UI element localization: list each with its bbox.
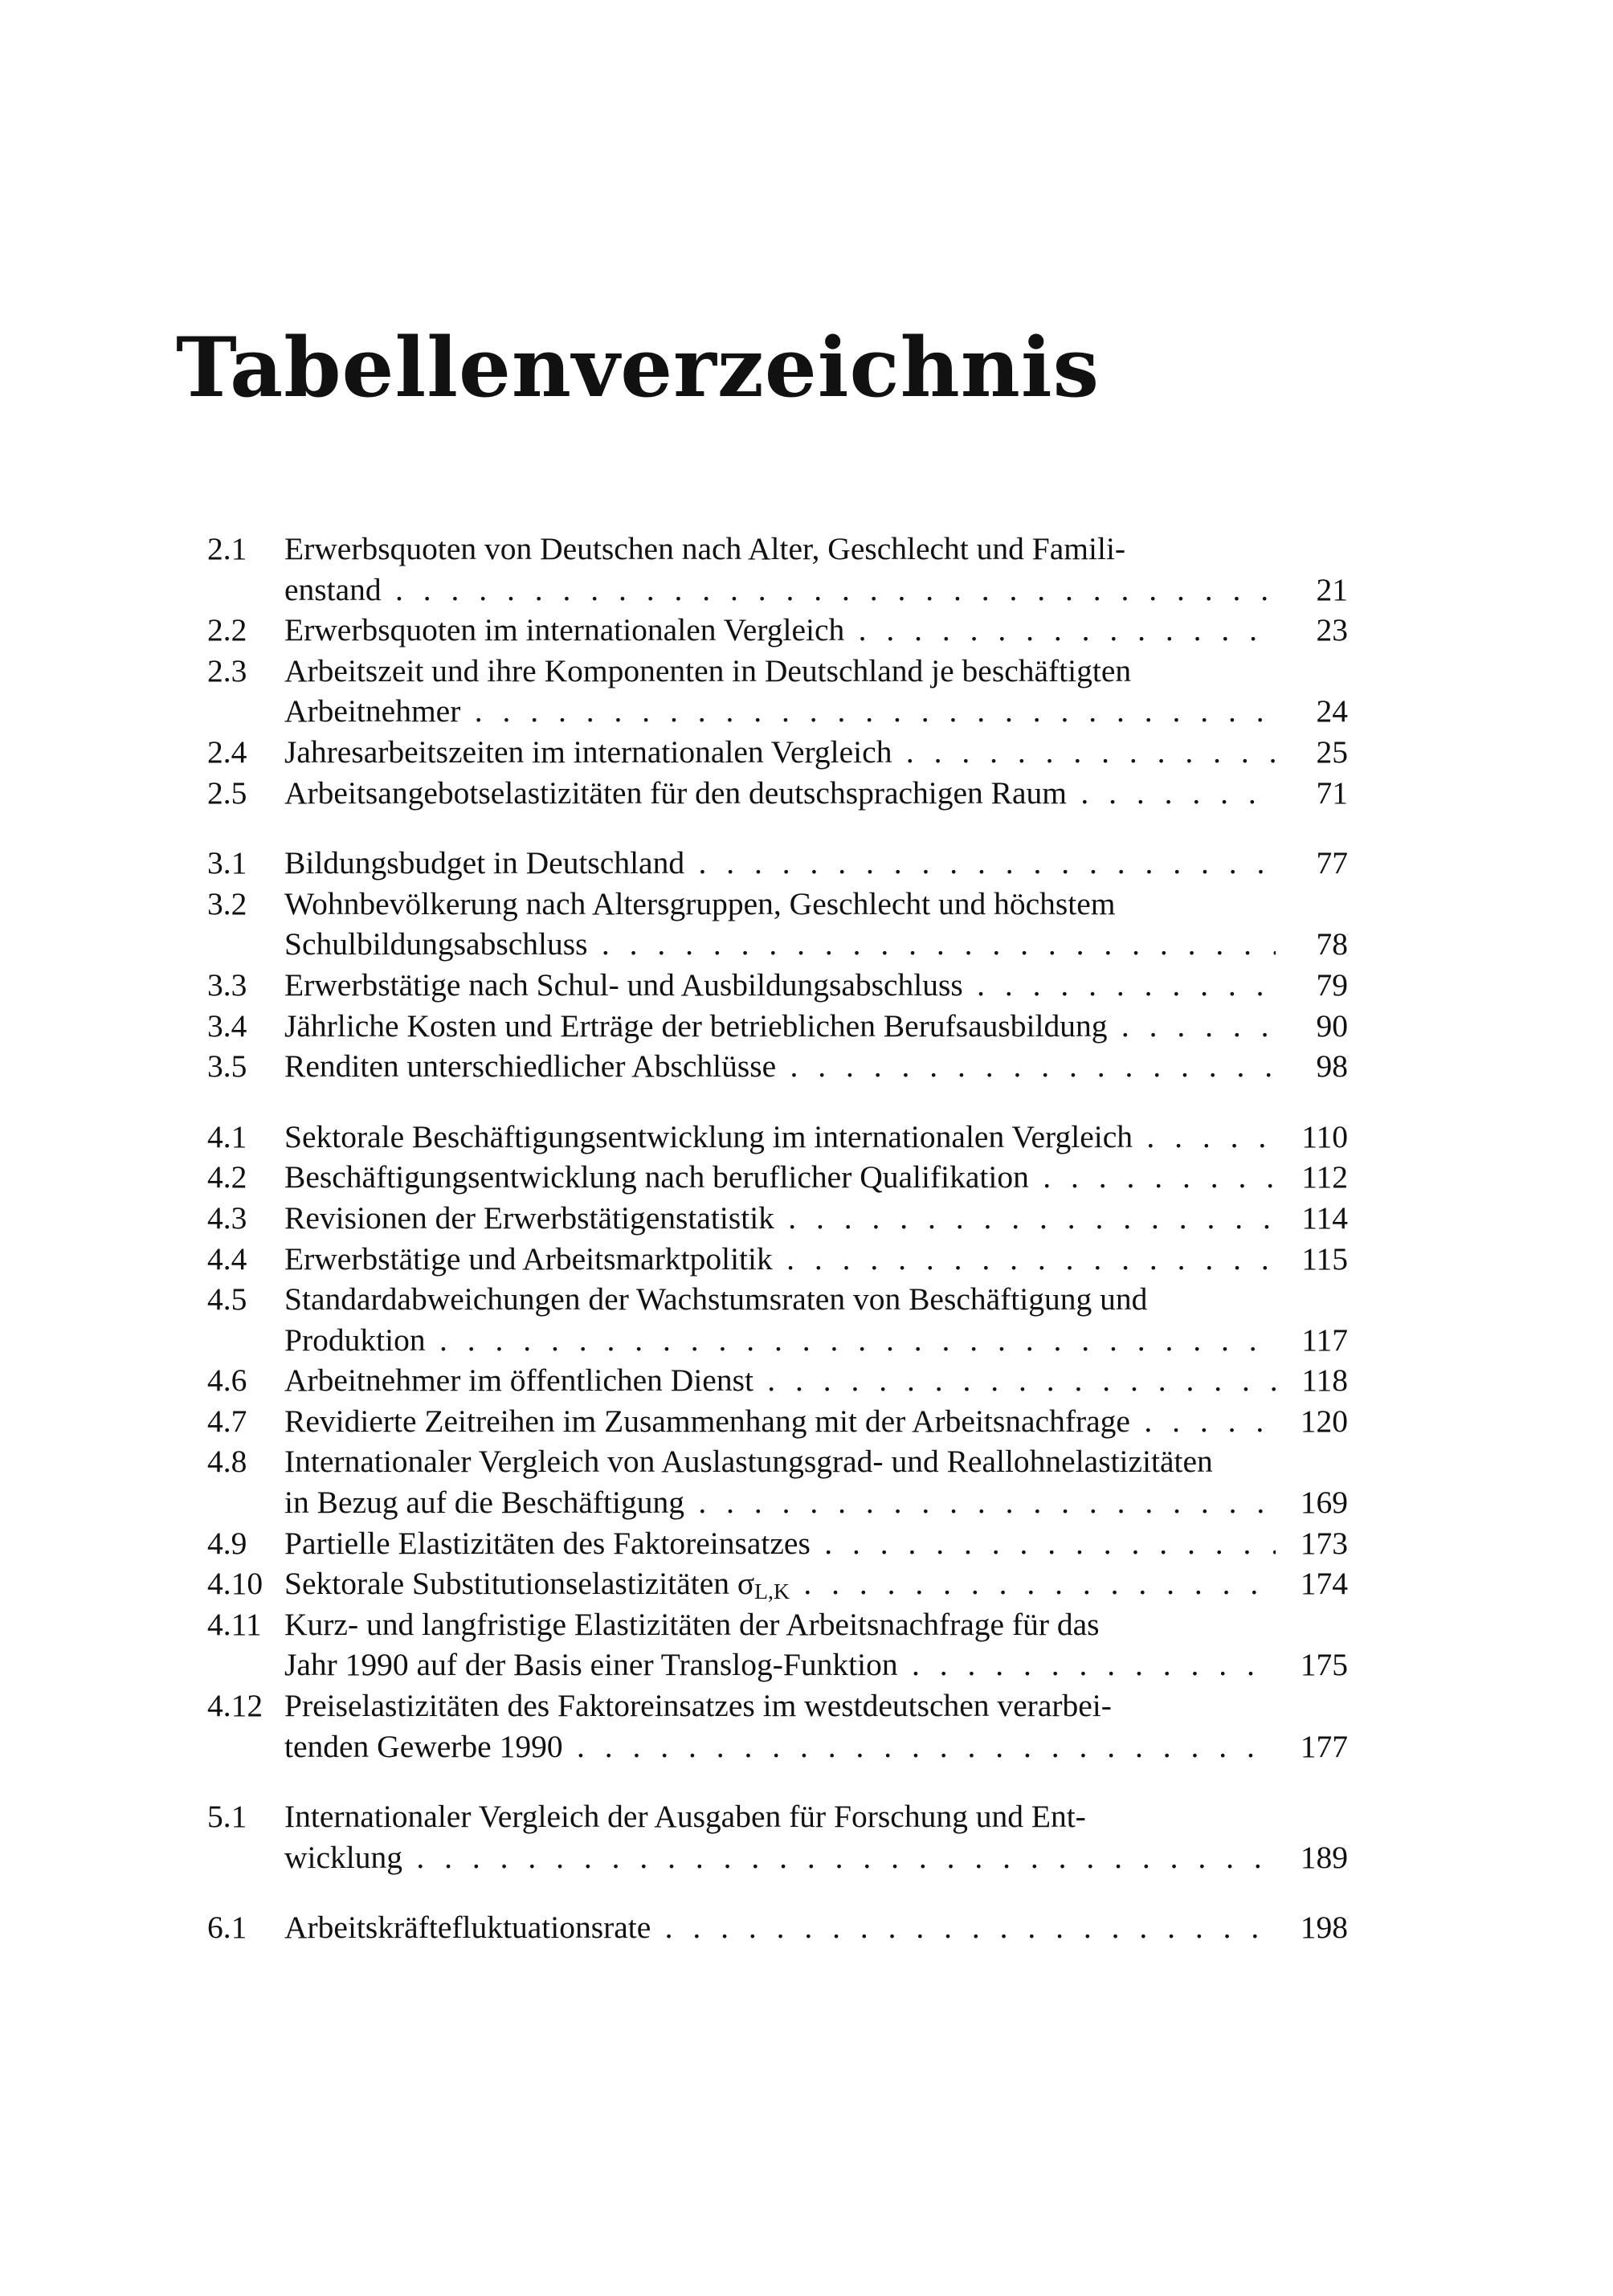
table-number: 4.8	[207, 1444, 247, 1480]
table-number: 2.3	[207, 652, 247, 688]
table-caption-line	[284, 1360, 1348, 1401]
toc-entry[interactable]	[207, 1604, 1428, 1685]
caption-text: wicklung	[284, 1839, 403, 1875]
page-number: 112	[1276, 1157, 1348, 1198]
table-caption-line	[284, 1198, 1348, 1239]
toc-entry[interactable]	[207, 843, 1428, 884]
toc-entry[interactable]	[207, 1006, 1428, 1047]
table-caption-line	[284, 1401, 1348, 1442]
table-number: 6.1	[207, 1910, 247, 1946]
table-number: 4.6	[207, 1362, 247, 1399]
toc-entry[interactable]	[207, 1279, 1428, 1360]
table-caption-line	[284, 732, 1348, 773]
page-number: 25	[1276, 732, 1348, 773]
table-number: 4.3	[207, 1199, 247, 1236]
page-number: 175	[1276, 1644, 1348, 1685]
toc-entry[interactable]	[207, 1198, 1428, 1239]
page-number: 77	[1276, 843, 1348, 884]
caption-text: Schulbildungsabschluss	[284, 926, 588, 962]
table-number: 4.7	[207, 1403, 247, 1439]
table-caption-line	[284, 1320, 1348, 1361]
table-caption-line	[284, 884, 1348, 925]
toc-entry[interactable]	[207, 1360, 1428, 1401]
page-number: 78	[1276, 924, 1348, 965]
page-number: 90	[1276, 1006, 1348, 1047]
subscript: L,K	[754, 1579, 790, 1604]
page-number: 198	[1276, 1907, 1348, 1948]
toc-entry[interactable]	[207, 1441, 1428, 1522]
table-caption-line	[284, 610, 1348, 651]
table-number: 5.1	[207, 1799, 247, 1835]
caption-text: Arbeitnehmer	[284, 693, 461, 729]
caption-text: Partielle Elastizitäten des Faktoreinsatzes	[284, 1525, 811, 1561]
table-number: 3.1	[207, 845, 247, 881]
toc-entry[interactable]	[207, 773, 1428, 814]
table-number: 2.1	[207, 531, 247, 566]
caption-text: Arbeitsangebotselastizitäten für den deutschsprachigen Raum	[284, 774, 1068, 811]
caption-text: Jahresarbeitszeiten im internationalen Vergleich	[284, 733, 892, 770]
caption-text: Erwerbstätige und Arbeitsmarktpolitik	[284, 1240, 773, 1277]
toc-entry[interactable]	[207, 1157, 1428, 1198]
caption-text: Preiselastizitäten des Faktoreinsatzes im westdeutschen verarbei-	[284, 1688, 1112, 1724]
page-number: 98	[1276, 1046, 1348, 1087]
table-caption-line	[284, 924, 1348, 965]
caption-text: Revisionen der Erwerbstätigenstatistik	[284, 1199, 774, 1236]
caption-text: Erwerbstätige nach Schul- und Ausbildungsabschluss	[284, 966, 963, 1003]
caption-text: Bildungsbudget in Deutschland	[284, 845, 685, 881]
caption-text: Sektorale Substitutionselastizitäten σ	[284, 1566, 755, 1602]
toc-entry[interactable]	[207, 1117, 1428, 1158]
table-caption-line	[284, 965, 1348, 1006]
table-caption-line	[284, 1837, 1348, 1878]
table-number: 2.2	[207, 612, 247, 648]
toc-entry[interactable]	[207, 1796, 1428, 1877]
chapter-group	[207, 1907, 1428, 1948]
caption-text: tenden Gewerbe 1990	[284, 1728, 563, 1764]
table-caption-line	[284, 1279, 1348, 1320]
toc-entry[interactable]	[207, 1685, 1428, 1767]
caption-text: Arbeitszeit und ihre Komponenten in Deutschland je beschäftigten	[284, 652, 1132, 688]
table-caption-line	[284, 1441, 1348, 1482]
page-number: 21	[1276, 570, 1348, 611]
toc-entry[interactable]	[207, 1563, 1428, 1604]
table-caption-line	[284, 773, 1348, 814]
toc-entry[interactable]	[207, 651, 1428, 732]
toc-entry[interactable]	[207, 1523, 1428, 1564]
table-caption-line	[284, 1006, 1348, 1047]
chapter-group	[207, 843, 1428, 1087]
table-number: 4.1	[207, 1118, 247, 1154]
table-number: 4.9	[207, 1525, 247, 1561]
caption-text: Renditen unterschiedlicher Abschlüsse	[284, 1048, 777, 1085]
table-caption-line	[284, 1644, 1348, 1685]
table-caption-line	[284, 1117, 1348, 1158]
caption-text: Revidierte Zeitreihen im Zusammenhang mit der Arbeitsnachfrage	[284, 1403, 1130, 1439]
table-number: 4.10	[207, 1566, 263, 1602]
table-caption-line	[284, 529, 1348, 570]
table-number: 4.5	[207, 1281, 247, 1318]
caption-text: Internationaler Vergleich der Ausgaben für Forschung und Ent-	[284, 1799, 1086, 1835]
page-number: 169	[1276, 1482, 1348, 1523]
caption-text: enstand	[284, 571, 382, 607]
table-caption-line	[284, 1239, 1348, 1280]
table-caption-line	[284, 1907, 1348, 1948]
caption-text: Produktion	[284, 1322, 426, 1358]
caption-text: Beschäftigungsentwicklung nach beruflicher Qualifikation	[284, 1159, 1029, 1195]
table-caption-line	[284, 570, 1348, 611]
table-caption-line	[284, 1726, 1348, 1767]
table-number: 4.11	[207, 1606, 262, 1642]
caption-text: Erwerbsquoten von Deutschen nach Alter, Geschlecht und Famili-	[284, 531, 1126, 566]
chapter-group	[207, 529, 1428, 813]
toc-entry[interactable]	[207, 529, 1428, 610]
caption-text: Wohnbevölkerung nach Altersgruppen, Geschlecht und höchstem	[284, 885, 1116, 921]
table-number: 3.5	[207, 1048, 247, 1085]
table-number: 3.2	[207, 885, 247, 921]
caption-text: Sektorale Beschäftigungsentwicklung im internationalen Vergleich	[284, 1118, 1133, 1154]
toc-entry[interactable]	[207, 1239, 1428, 1280]
toc-entry[interactable]	[207, 1046, 1428, 1087]
toc-entry[interactable]	[207, 1907, 1428, 1948]
table-caption-line	[284, 651, 1348, 692]
table-number: 4.4	[207, 1240, 247, 1277]
table-caption-line	[284, 843, 1348, 884]
page-title: Tabellenverzeichnis	[176, 320, 1101, 416]
toc-entry[interactable]	[207, 732, 1428, 773]
page-number: 115	[1276, 1239, 1348, 1280]
caption-text: Jährliche Kosten und Erträge der betrieblichen Berufsausbildung	[284, 1007, 1108, 1044]
page-number: 110	[1276, 1117, 1348, 1158]
table-number: 4.2	[207, 1159, 247, 1195]
table-caption-line	[284, 691, 1348, 732]
page-number: 173	[1276, 1523, 1348, 1564]
toc-entry[interactable]	[207, 1401, 1428, 1442]
table-caption-line	[284, 1796, 1348, 1837]
chapter-group	[207, 1117, 1428, 1767]
page-number: 24	[1276, 691, 1348, 732]
page-number: 71	[1276, 773, 1348, 814]
table-of-tables	[207, 529, 1428, 1948]
table-caption-line	[284, 1046, 1348, 1087]
table-caption-line	[284, 1563, 1348, 1604]
table-caption-line	[284, 1482, 1348, 1523]
caption-text: Internationaler Vergleich von Auslastungsgrad- und Reallohnelastizitäten	[284, 1444, 1213, 1480]
caption-text: Kurz- und langfristige Elastizitäten der Arbeitsnachfrage für das	[284, 1606, 1100, 1642]
caption-text: Arbeitskräftefluktuationsrate	[284, 1910, 651, 1946]
table-caption-line	[284, 1157, 1348, 1198]
caption-text: Arbeitnehmer im öffentlichen Dienst	[284, 1362, 753, 1399]
table-number: 2.4	[207, 733, 247, 770]
chapter-group	[207, 1796, 1428, 1877]
page-number: 79	[1276, 965, 1348, 1006]
page-number: 117	[1276, 1320, 1348, 1361]
caption-text: Erwerbsquoten im internationalen Vergleich	[284, 612, 845, 648]
table-caption-line	[284, 1604, 1348, 1645]
caption-text: Standardabweichungen der Wachstumsraten von Beschäftigung und	[284, 1281, 1148, 1318]
page-number: 189	[1276, 1837, 1348, 1878]
table-number: 2.5	[207, 774, 247, 811]
table-number: 3.3	[207, 966, 247, 1003]
table-number: 3.4	[207, 1007, 247, 1044]
table-caption-line	[284, 1685, 1348, 1726]
page-number: 177	[1276, 1726, 1348, 1767]
page-number: 118	[1276, 1360, 1348, 1401]
table-caption-line	[284, 1523, 1348, 1564]
toc-entry[interactable]	[207, 965, 1428, 1006]
page-number: 174	[1276, 1563, 1348, 1604]
toc-entry[interactable]	[207, 884, 1428, 965]
toc-entry[interactable]	[207, 610, 1428, 651]
caption-text: in Bezug auf die Beschäftigung	[284, 1485, 684, 1521]
caption-text: Jahr 1990 auf der Basis einer Translog-Funktion	[284, 1647, 898, 1683]
table-number: 4.12	[207, 1688, 263, 1724]
page-number: 114	[1276, 1198, 1348, 1239]
page-number: 120	[1276, 1401, 1348, 1442]
page-number: 23	[1276, 610, 1348, 651]
